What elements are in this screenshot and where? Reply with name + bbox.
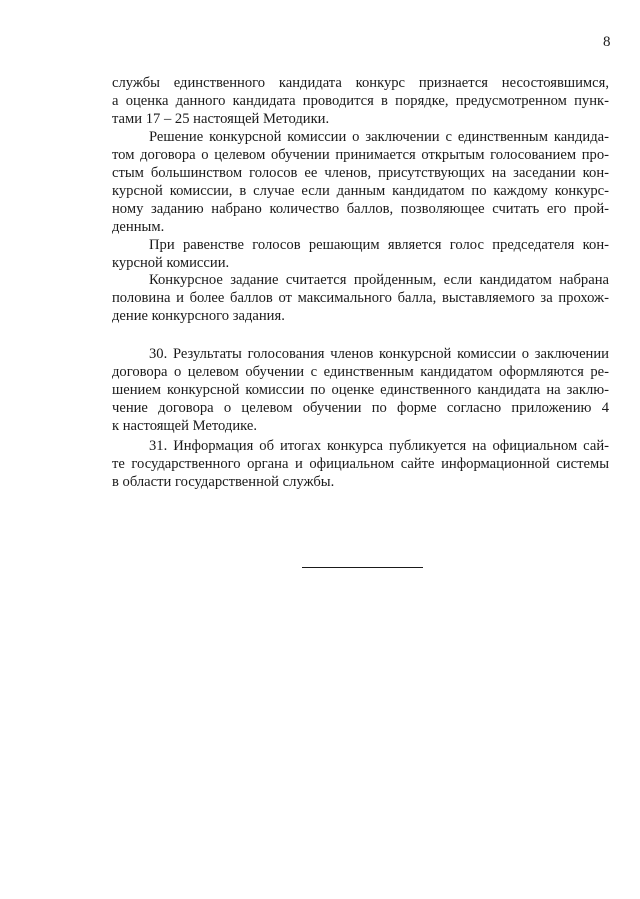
paragraph-commission-decision — [112, 128, 609, 236]
text-line: шением конкурсной комиссии по оценке единственного кандидата на заклю- — [112, 382, 609, 398]
text-line: службы единственного кандидата конкурс признается несостоявшимся, — [112, 75, 609, 91]
paragraph-item-30 — [112, 345, 609, 435]
text-line: дение конкурсного задания. — [112, 308, 285, 324]
text-line: том договора о целевом обучении принимается открытым голосованием про- — [112, 147, 609, 163]
text-line: половина и более баллов от максимального балла, выставляемого за прохож- — [112, 290, 609, 306]
paragraph-item-31 — [112, 437, 609, 491]
text-line: Решение конкурсной комиссии о заключении с единственным кандида- — [149, 129, 609, 145]
text-line: тами 17 – 25 настоящей Методики. — [112, 111, 330, 127]
closing-rule — [302, 567, 423, 568]
text-line: При равенстве голосов решающим является голос председателя кон- — [149, 237, 609, 253]
text-line: а оценка данного кандидата проводится в порядке, предусмотренном пунк- — [112, 93, 609, 109]
text-line: договора о целевом обучении с единственным кандидатом оформляются ре- — [112, 364, 609, 380]
text-line: 30. Результаты голосования членов конкурсной комиссии о заключении — [149, 346, 609, 362]
paragraph-task-passed — [112, 271, 609, 325]
text-line: курсной комиссии. — [112, 255, 230, 271]
text-line: Конкурсное задание считается пройденным, если кандидатом набрана — [149, 272, 609, 288]
text-line: чение договора о целевом обучении по форме согласно приложению 4 — [112, 400, 609, 416]
text-line: ному заданию набрано количество баллов, позволяющее считать его прой- — [112, 201, 609, 217]
text-line: в области государственной службы. — [112, 474, 335, 490]
text-line: стым большинством голосов ее членов, присутствующих на заседании кон- — [112, 165, 609, 181]
text-line: 31. Информация об итогах конкурса публикуется на официальном сай- — [149, 438, 609, 454]
page-number: 8 — [603, 34, 611, 50]
paragraph-equal-votes — [112, 236, 609, 272]
text-line: курсной комиссии, в случае если данным кандидатом по каждому конкурс- — [112, 183, 609, 199]
text-line: те государственного органа и официальном сайте информационной системы — [112, 456, 609, 472]
text-line: денным. — [112, 219, 165, 235]
paragraph-continuation — [112, 74, 609, 128]
text-line: к настоящей Методике. — [112, 418, 258, 434]
